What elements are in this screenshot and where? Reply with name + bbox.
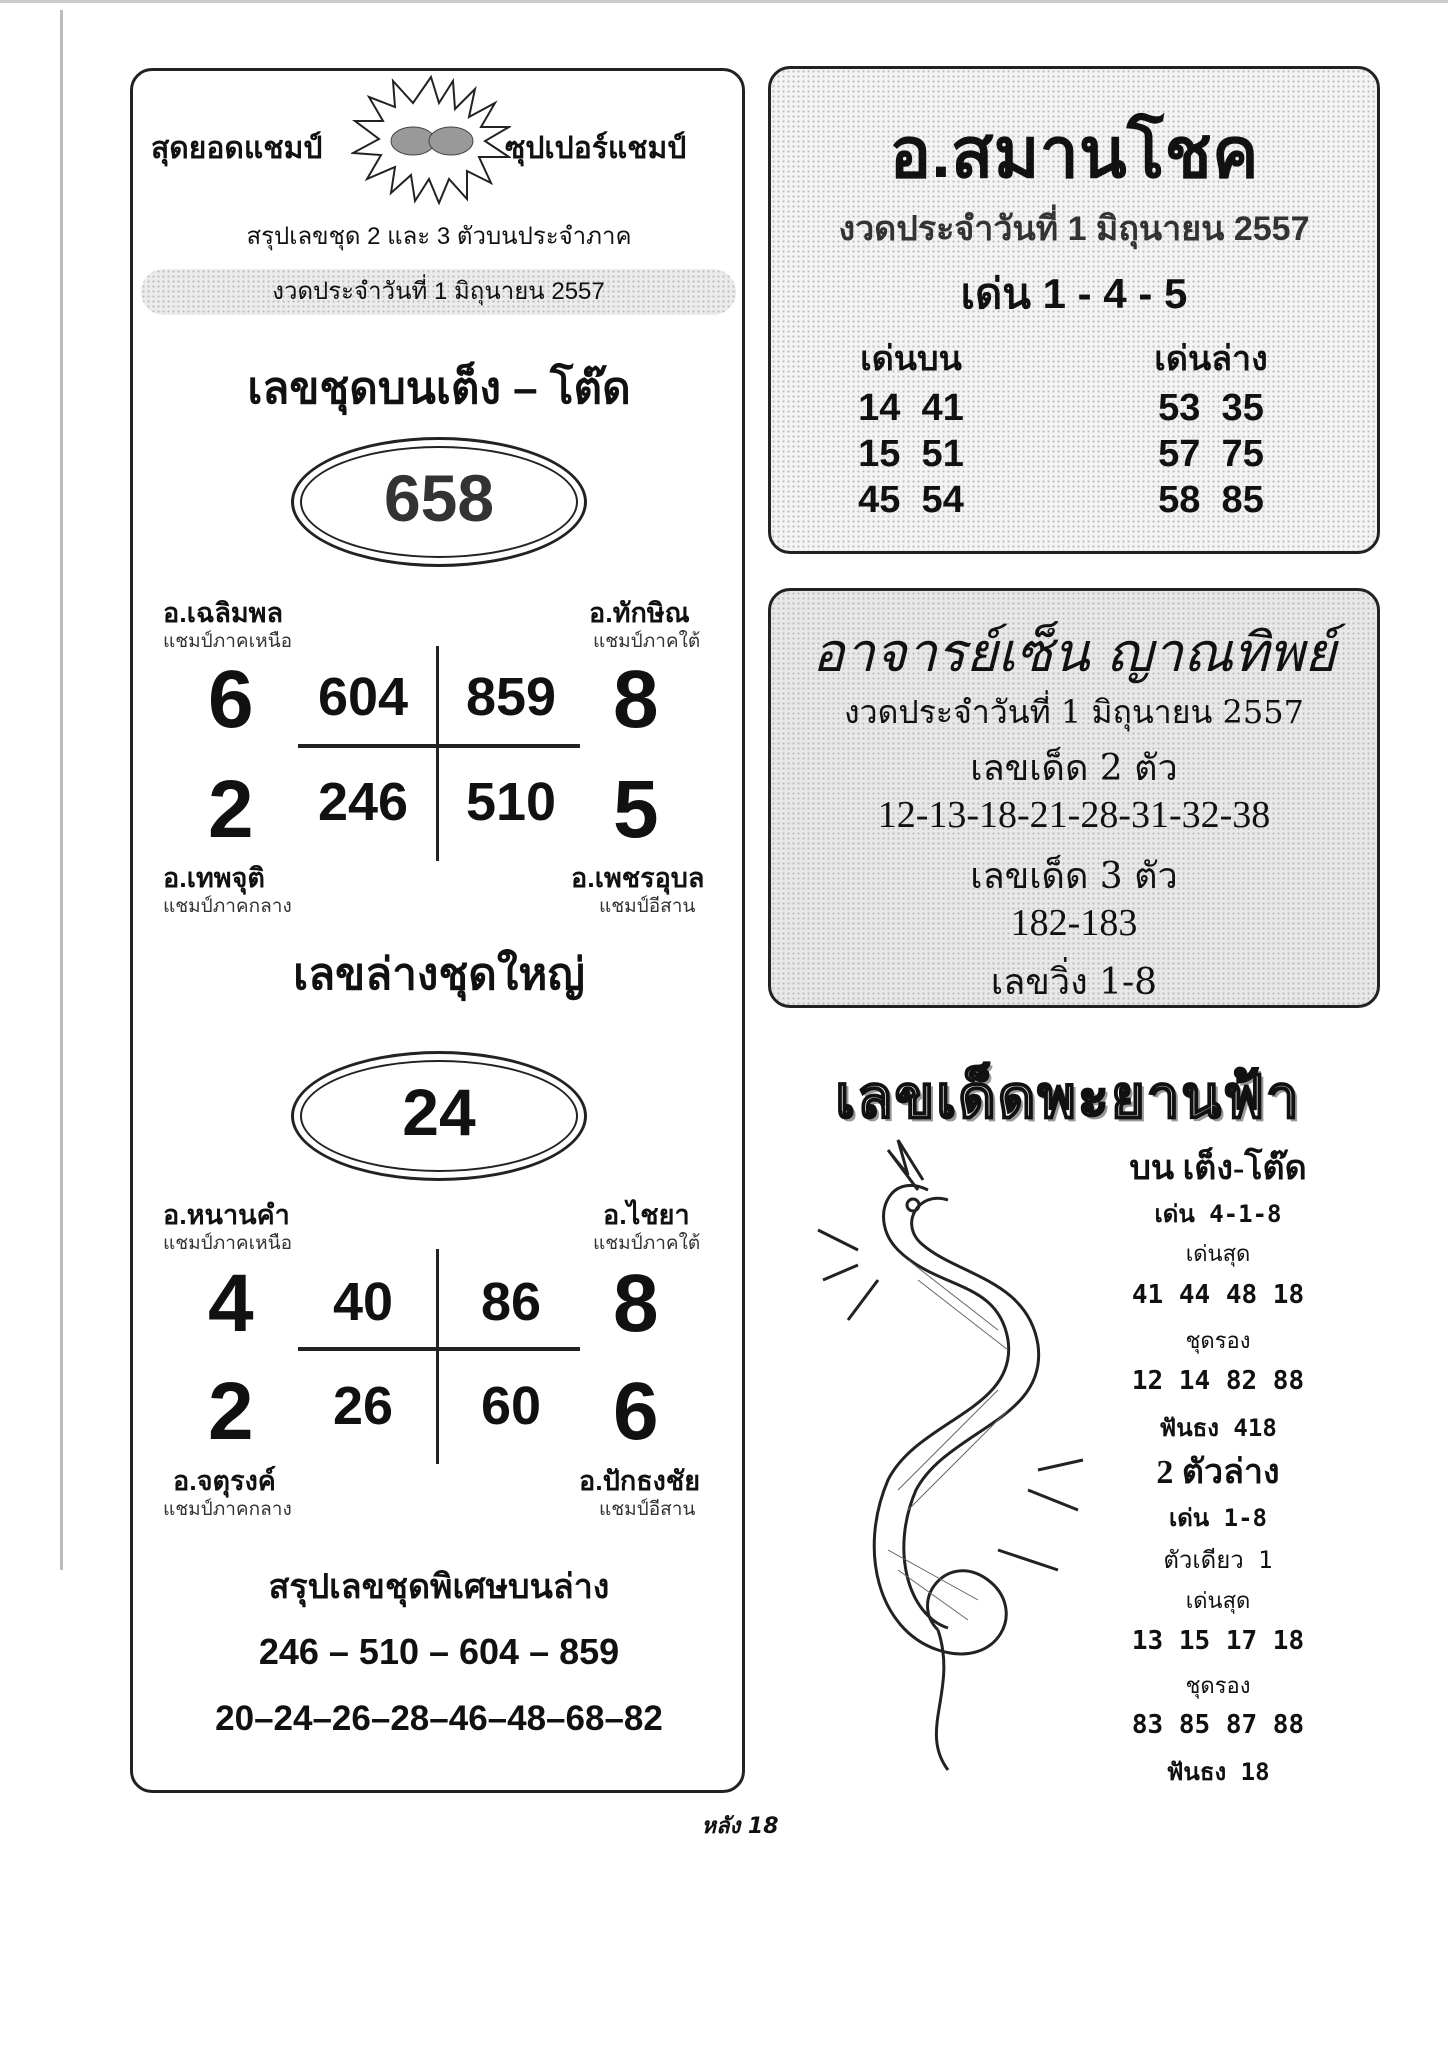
- middle-right-panel: [768, 588, 1380, 1008]
- grid1-c-tl: 604: [317, 667, 409, 727]
- dragon-icon: [798, 1130, 1098, 1790]
- panel-title: อาจารย์เซ็น ญาณทิพย์: [812, 621, 1336, 684]
- grid2-cross-v: [436, 1249, 439, 1464]
- grid1-tl-name: อ.เฉลิมพล: [163, 598, 284, 628]
- grid1-tl-digit: 6: [208, 654, 254, 745]
- grid2-br-region: แชมป์อีสาน: [599, 1499, 696, 1520]
- dragon-section: [768, 1040, 1388, 1790]
- grid2-tr-region: แชมป์ภาคใต้: [593, 1233, 701, 1254]
- summary-title: สรุปเลขชุดพิเศษบนล่าง: [268, 1568, 610, 1606]
- panel-title: อ.สมานโชค: [889, 114, 1259, 192]
- col-upper-title: เด่นบน: [860, 340, 962, 378]
- top-set-number: 658: [383, 461, 495, 535]
- lower-heading: 2 ตัวล่าง: [1156, 1454, 1280, 1491]
- col-lower-title: เด่นล่าง: [1154, 340, 1268, 378]
- bottom-set-oval: [291, 1051, 587, 1181]
- grid1-tr-digit: 8: [613, 654, 659, 745]
- grid1-cross-v: [436, 646, 439, 861]
- grid1-tl-region: แชมป์ภาคเหนือ: [163, 631, 293, 652]
- grid2-tr-name: อ.ไชยา: [603, 1200, 690, 1230]
- left-panel: [130, 68, 745, 1793]
- dragon-line: เด่นสุด: [1185, 1242, 1251, 1267]
- numbers-two-digits: 12-13-18-21-28-31-32-38: [877, 794, 1271, 836]
- grid1-c-bl: 246: [317, 772, 409, 832]
- grid1-bl-region: แชมป์ภาคกลาง: [163, 896, 292, 917]
- upper-heading: บน เต็ง-โต๊ด: [1129, 1150, 1307, 1187]
- grid1-br-region: แชมป์อีสาน: [599, 896, 696, 917]
- dragon-line: เด่น 4-1-8: [1154, 1200, 1282, 1228]
- grid1-bl-digit: 2: [208, 764, 254, 855]
- running-number: เลขวิ่ง 1-8: [990, 962, 1158, 1003]
- grid2-c-bl: 26: [332, 1376, 394, 1436]
- dragon-title: เลขเด็ดพะยานฟ้า: [835, 1065, 1301, 1130]
- bottom-set-title: เลขล่างชุดใหญ่: [293, 950, 585, 999]
- top-set-title: เลขชุดบนเต็ง – โต๊ด: [247, 364, 631, 413]
- dragon-line: ฟันธง 418: [1159, 1414, 1277, 1442]
- lead-numbers: เด่น 1 - 4 - 5: [960, 270, 1188, 317]
- grid2-cross-h: [298, 1347, 580, 1351]
- summary-line-2: 20–24–26–28–46–48–68–82: [215, 1699, 663, 1738]
- draw-date-bar: [141, 269, 736, 315]
- dragon-line: เด่นสุด: [1185, 1589, 1251, 1614]
- grid1-tr-name: อ.ทักษิณ: [589, 598, 690, 628]
- lower-row: 53 35: [1158, 387, 1264, 429]
- grid1-tr-region: แชมป์ภาคใต้: [593, 631, 701, 652]
- panel-draw-date: งวดประจำวันที่ 1 มิถุนายน 2557: [838, 210, 1310, 248]
- burst-icon: [351, 75, 511, 205]
- upper-row: 45 54: [858, 479, 964, 521]
- grid2-tl-region: แชมป์ภาคเหนือ: [163, 1233, 293, 1254]
- header-right: ซุปเปอร์แชมป์: [505, 132, 687, 165]
- subtitle: สรุปเลขชุด 2 และ 3 ตัวบนประจำภาค: [246, 223, 632, 250]
- grid2-br-digit: 6: [613, 1366, 659, 1457]
- dragon-line: เด่น 1-8: [1169, 1504, 1267, 1532]
- grid1-bl-name: อ.เทพจุติ: [163, 863, 265, 893]
- grid1-c-br: 510: [465, 772, 557, 832]
- dragon-line: 12 14 82 88: [1131, 1366, 1305, 1396]
- upper-row: 15 51: [858, 433, 964, 475]
- page-label: หลัง 18: [701, 1814, 779, 1839]
- dragon-line: ชุดรอง: [1185, 1329, 1251, 1354]
- dragon-line: ชุดรอง: [1185, 1674, 1251, 1699]
- upper-row: 14 41: [858, 387, 964, 429]
- grid1-br-name: อ.เพชรอุบล: [571, 863, 705, 893]
- grid2-tl-digit: 4: [208, 1258, 254, 1349]
- panel-draw-date: งวดประจำวันที่ 1 มิถุนายน 2557: [844, 693, 1304, 731]
- top-edge-line: [0, 0, 1448, 3]
- bottom-set-number: 24: [402, 1075, 476, 1149]
- numbers-three-digits: 182-183: [1010, 902, 1138, 944]
- top-right-panel: [768, 66, 1380, 554]
- label-two-digits: เลขเด็ด 2 ตัว: [970, 748, 1178, 789]
- grid1-cross-h: [298, 744, 580, 748]
- grid2-tl-name: อ.หนานคำ: [163, 1200, 290, 1230]
- binding-line: [60, 10, 63, 1570]
- dragon-line: 83 85 87 88: [1131, 1710, 1305, 1740]
- dragon-line: ฟันธง 18: [1166, 1758, 1270, 1786]
- summary-line-1: 246 – 510 – 604 – 859: [258, 1631, 620, 1672]
- grid2-bl-digit: 2: [208, 1366, 254, 1457]
- dragon-line: 41 44 48 18: [1131, 1280, 1305, 1310]
- lower-row: 57 75: [1158, 433, 1264, 475]
- label-three-digits: เลขเด็ด 3 ตัว: [970, 856, 1178, 897]
- grid2-tr-digit: 8: [613, 1258, 659, 1349]
- top-set-oval: [291, 437, 587, 567]
- grid1-c-tr: 859: [465, 667, 557, 727]
- grid2-c-tr: 86: [480, 1272, 542, 1332]
- grid2-bl-region: แชมป์ภาคกลาง: [163, 1499, 292, 1520]
- lower-row: 58 85: [1158, 479, 1264, 521]
- grid2-c-br: 60: [480, 1376, 542, 1436]
- draw-date: งวดประจำวันที่ 1 มิถุนายน 2557: [272, 278, 605, 305]
- grid2-br-name: อ.ปักธงชัย: [579, 1466, 701, 1496]
- grid2-c-tl: 40: [332, 1272, 394, 1332]
- dragon-line: ตัวเดียว 1: [1163, 1546, 1273, 1574]
- header-left: สุดยอดแชมป์: [151, 132, 323, 165]
- dragon-line: 13 15 17 18: [1131, 1626, 1305, 1656]
- grid1-br-digit: 5: [613, 764, 659, 855]
- grid2-bl-name: อ.จตุรงค์: [173, 1466, 276, 1496]
